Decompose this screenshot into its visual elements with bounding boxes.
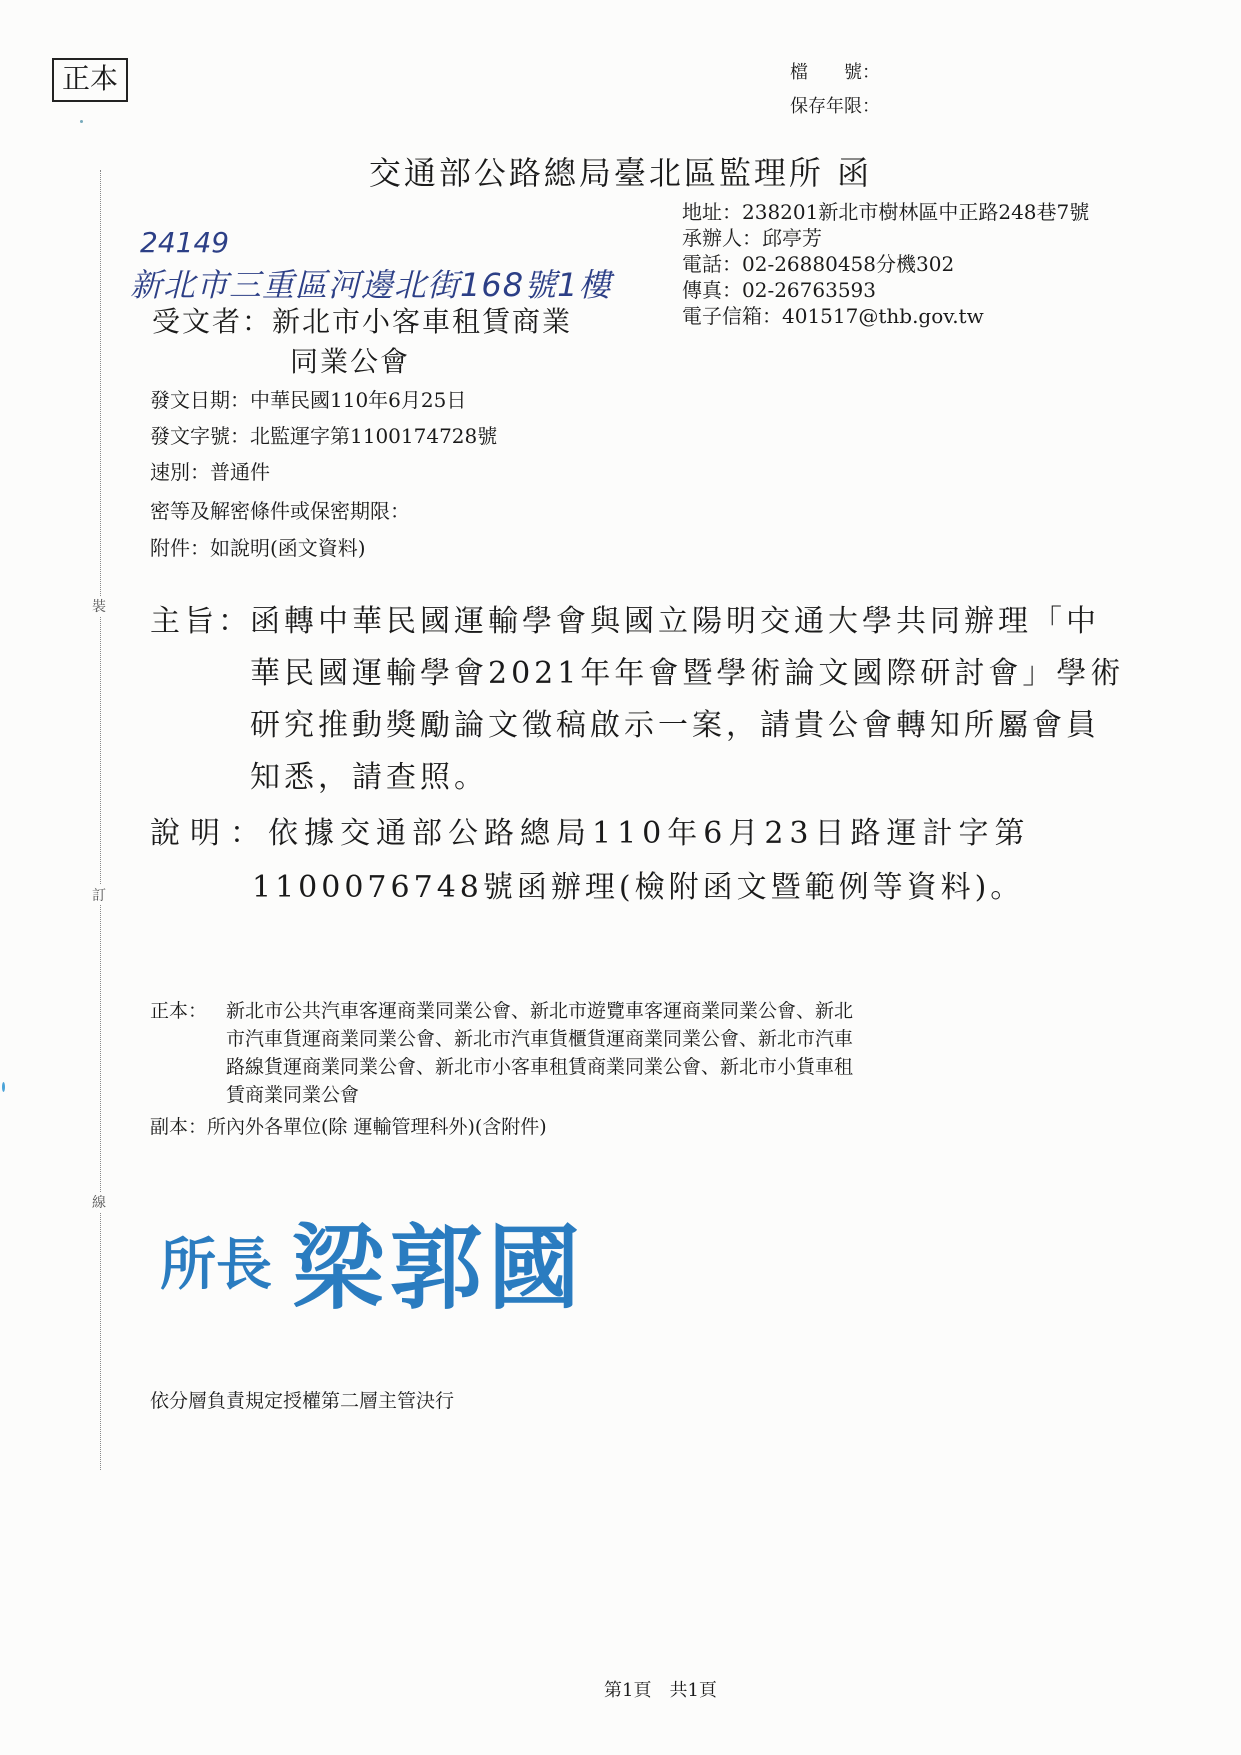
original-to-label: 正本： — [150, 1000, 208, 1022]
handwritten-postcode: 24149 — [140, 226, 230, 259]
explanation-line: 1100076748號函辦理(檢附函文暨範例等資料)。 — [252, 870, 1025, 905]
contact-handler: 承辦人：邱亭芳 — [682, 226, 822, 250]
explanation-label: 說明： — [150, 816, 270, 851]
recipient-line-2: 同業公會 — [290, 345, 411, 378]
original-to-line: 新北市公共汽車客運商業同業公會、新北市遊覽車客運商業同業公會、新北 — [226, 1000, 854, 1022]
authorization-note: 依分層負責規定授權第二層主管決行 — [150, 1390, 455, 1412]
retention-label: 保存年限： — [790, 96, 880, 117]
original-copy-stamp: 正本 — [52, 58, 128, 102]
delivery-speed: 速別：普通件 — [150, 460, 270, 484]
document-number: 發文字號：北監運字第1100174728號 — [150, 424, 498, 448]
attachment: 附件：如說明(函文資料) — [150, 536, 366, 560]
document-title: 交通部公路總局臺北區監理所 函 — [368, 154, 873, 192]
binding-mark-xian: 線 — [92, 1192, 106, 1212]
secrecy-level: 密等及解密條件或保密期限： — [150, 499, 410, 523]
scan-speck — [80, 120, 83, 123]
binding-line — [100, 170, 101, 1470]
contact-fax: 傳真：02-26763593 — [682, 278, 877, 302]
signature-title: 所長 — [160, 1232, 272, 1298]
original-to-line: 路線貨運商業同業公會、新北市小客車租賃商業同業公會、新北市小貨車租 — [226, 1056, 854, 1078]
original-to-line: 市汽車貨運商業同業公會、新北市汽車貨櫃貨運商業同業公會、新北市汽車 — [226, 1028, 854, 1050]
copy-to: 副本：所內外各單位(除 運輸管理科外)(含附件) — [150, 1116, 547, 1138]
subject-line: 函轉中華民國運輸學會與國立陽明交通大學共同辦理「中 — [250, 604, 1100, 639]
contact-address: 地址：238201新北市樹林區中正路248巷7號 — [682, 200, 1090, 224]
scan-speck — [2, 1082, 5, 1092]
binding-mark-ding: 訂 — [92, 885, 106, 905]
original-to-line: 賃商業同業公會 — [226, 1084, 360, 1106]
director-signature-stamp — [160, 1195, 586, 1327]
subject-label: 主旨： — [150, 604, 252, 639]
recipient-line-1: 受文者：新北市小客車租賃商業 — [152, 305, 573, 338]
signature-name: 梁郭國 — [292, 1214, 587, 1322]
contact-email: 電子信箱：401517@thb.gov.tw — [682, 304, 984, 328]
page-footer: 第1頁 共1頁 — [604, 1680, 717, 1701]
binding-mark-zhuang: 裝 — [92, 596, 106, 616]
file-number-label: 檔 號： — [790, 62, 880, 83]
subject-line: 知悉，請查照。 — [250, 760, 488, 795]
contact-phone: 電話：02-26880458分機302 — [682, 252, 955, 276]
subject-line: 研究推動獎勵論文徵稿啟示一案，請貴公會轉知所屬會員 — [250, 708, 1100, 743]
explanation-line: 依據交通部公路總局110年6月23日路運計字第 — [268, 816, 1031, 851]
issue-date: 發文日期：中華民國110年6月25日 — [150, 388, 467, 412]
subject-line: 華民國運輸學會2021年年會暨學術論文國際研討會」學術 — [250, 656, 1125, 691]
handwritten-address: 新北市三重區河邊北街168號1樓 — [130, 266, 612, 304]
